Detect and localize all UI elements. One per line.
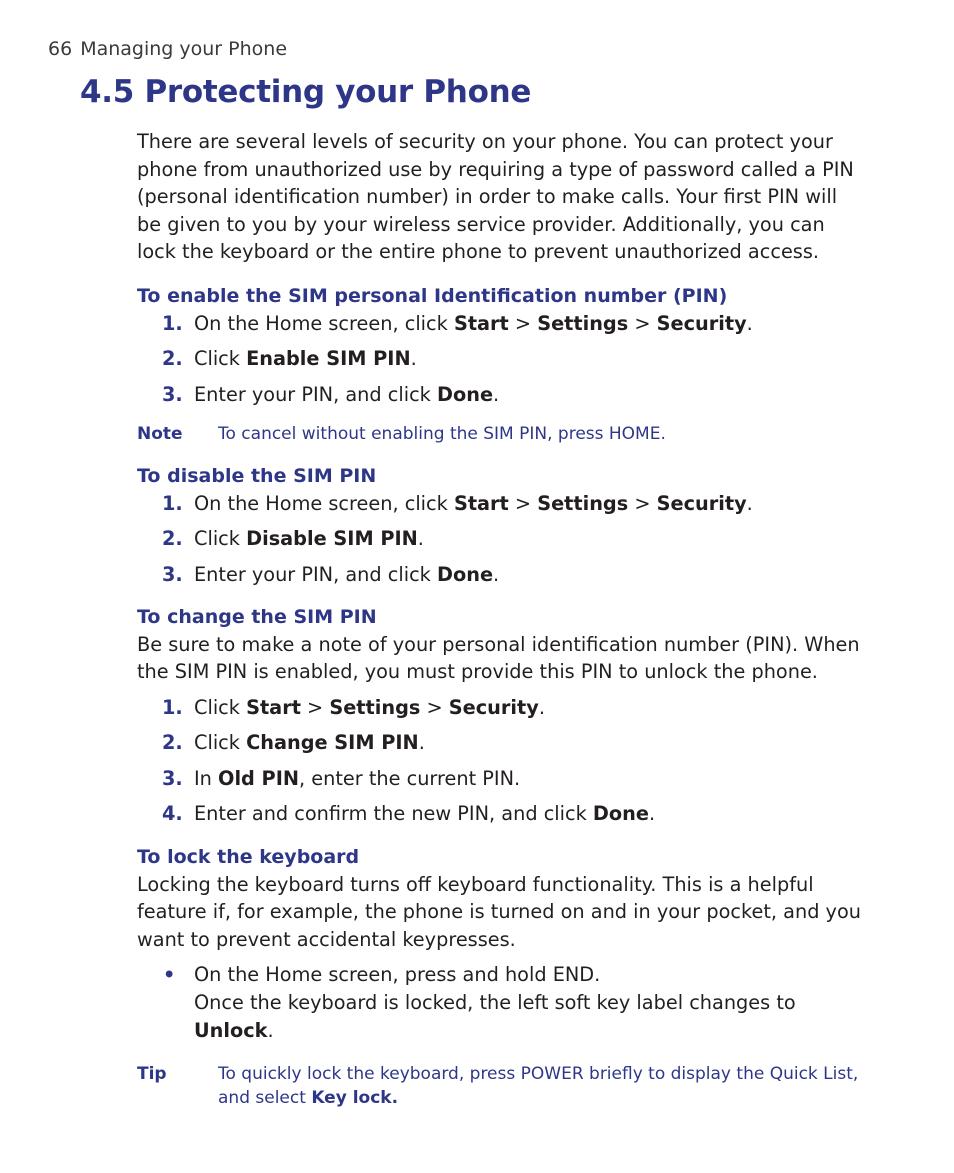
step-text: Enter and confirm the new PIN, and click [194, 801, 593, 825]
list-item [137, 490, 867, 517]
bullet-subtext [194, 989, 867, 1045]
step-number: 1. [162, 491, 183, 515]
step-text: Enter your PIN, and click [194, 562, 437, 586]
step-number: 2. [162, 730, 183, 754]
ui-term: Security [656, 491, 747, 515]
step-text: Click [194, 730, 247, 754]
bullet-icon: • [163, 963, 176, 986]
section-body [137, 128, 867, 1110]
ui-term: Change SIM PIN [246, 730, 419, 754]
step-number: 4. [162, 801, 183, 825]
ui-term: Enable SIM PIN [246, 346, 411, 370]
bullet-subtext-main: Once the keyboard is locked, the left soft key label changes to [194, 991, 796, 1014]
heading-disable-pin: To disable the SIM PIN [137, 464, 377, 487]
list-item [137, 961, 867, 1045]
tip-text-main: To quickly lock the keyboard, press POWER briefly to display the Quick List, and select [218, 1064, 859, 1108]
list-item [137, 765, 867, 792]
step-number: 3. [162, 382, 183, 406]
lock-keyboard-bullets [137, 961, 867, 1045]
punctuation: . [267, 1019, 274, 1042]
ui-term: Settings [329, 695, 421, 719]
heading-enable-pin: To enable the SIM personal Identification number (PIN) [137, 284, 728, 307]
note-text: To cancel without enabling the SIM PIN, press HOME. [218, 423, 666, 444]
ui-term: Settings [537, 311, 629, 335]
change-pin-steps [137, 694, 867, 827]
ui-term: Start [453, 311, 509, 335]
step-number: 3. [162, 766, 183, 790]
list-item [137, 345, 867, 372]
disable-pin-steps [137, 490, 867, 588]
ui-term: Security [448, 695, 539, 719]
step-text: Click [194, 695, 247, 719]
step-number: 1. [162, 311, 183, 335]
bullet-text: On the Home screen, press and hold END. [194, 963, 601, 986]
ui-term: Done [436, 382, 494, 406]
ui-term: Old PIN [218, 766, 300, 790]
punctuation: . [493, 382, 500, 406]
section-title: 4.5 Protecting your Phone [80, 74, 532, 110]
separator: > [628, 491, 657, 515]
ui-term: Unlock [194, 1019, 268, 1042]
punctuation: . [746, 311, 753, 335]
ui-term: Settings [537, 491, 629, 515]
punctuation: . [410, 346, 417, 370]
step-number: 2. [162, 526, 183, 550]
tip-label: Tip [137, 1064, 167, 1084]
list-item [137, 694, 867, 721]
ui-term: Start [246, 695, 301, 719]
intro-paragraph: There are several levels of security on your phone. You can protect your phone from unauthorized use by requiring a type of password called a PIN (personal identification number) in order to make calls. Your first PIN will be given to you by your wireless service provider. Additionally, you can lock the keyboard or the entire phone to prevent unauthorized access. [137, 130, 854, 263]
step-number: 2. [162, 346, 183, 370]
punctuation: . [538, 695, 545, 719]
step-number: 1. [162, 695, 183, 719]
step-text: On the Home screen, click [194, 311, 454, 335]
ui-term: Key lock. [311, 1088, 399, 1108]
separator: > [628, 311, 657, 335]
list-item [137, 800, 867, 827]
heading-lock-keyboard: To lock the keyboard [137, 845, 360, 868]
list-item [137, 310, 867, 337]
list-item [137, 381, 867, 408]
punctuation: . [746, 491, 753, 515]
tip-callout [137, 1062, 867, 1110]
note-label: Note [137, 423, 183, 444]
change-pin-paragraph: Be sure to make a note of your personal identification number (PIN). When the SIM PIN is enabled, you must provide this PIN to unlock the phone. [137, 632, 860, 683]
step-text: Click [194, 526, 247, 550]
step-number: 3. [162, 562, 183, 586]
heading-change-pin: To change the SIM PIN [137, 605, 377, 628]
ui-term: Start [453, 491, 509, 515]
separator: > [300, 695, 330, 719]
page-number: 66 [48, 38, 73, 60]
step-text: Enter your PIN, and click [194, 382, 437, 406]
separator: > [420, 695, 449, 719]
running-header [48, 38, 287, 60]
note-callout [137, 422, 867, 446]
punctuation: . [493, 562, 500, 586]
punctuation: . [418, 730, 425, 754]
separator: > [508, 491, 538, 515]
lock-keyboard-paragraph: Locking the keyboard turns off keyboard functionality. This is a helpful feature if, for example, the phone is turned on and in your pocket, and you want to prevent accidental keypresses. [137, 872, 861, 951]
ui-term: Done [436, 562, 494, 586]
list-item [137, 729, 867, 756]
step-text: On the Home screen, click [194, 491, 454, 515]
ui-term: Done [592, 801, 649, 825]
tip-text [218, 1062, 867, 1110]
step-text: Click [194, 346, 247, 370]
ui-term: Disable SIM PIN [246, 526, 418, 550]
step-text: In [194, 766, 219, 790]
enable-pin-steps [137, 310, 867, 408]
list-item [137, 561, 867, 588]
separator: > [508, 311, 538, 335]
step-text-tail: , enter the current PIN. [299, 766, 521, 790]
running-title: Managing your Phone [80, 38, 288, 60]
ui-term: Security [656, 311, 747, 335]
list-item [137, 525, 867, 552]
punctuation: . [648, 801, 656, 825]
punctuation: . [417, 526, 424, 550]
